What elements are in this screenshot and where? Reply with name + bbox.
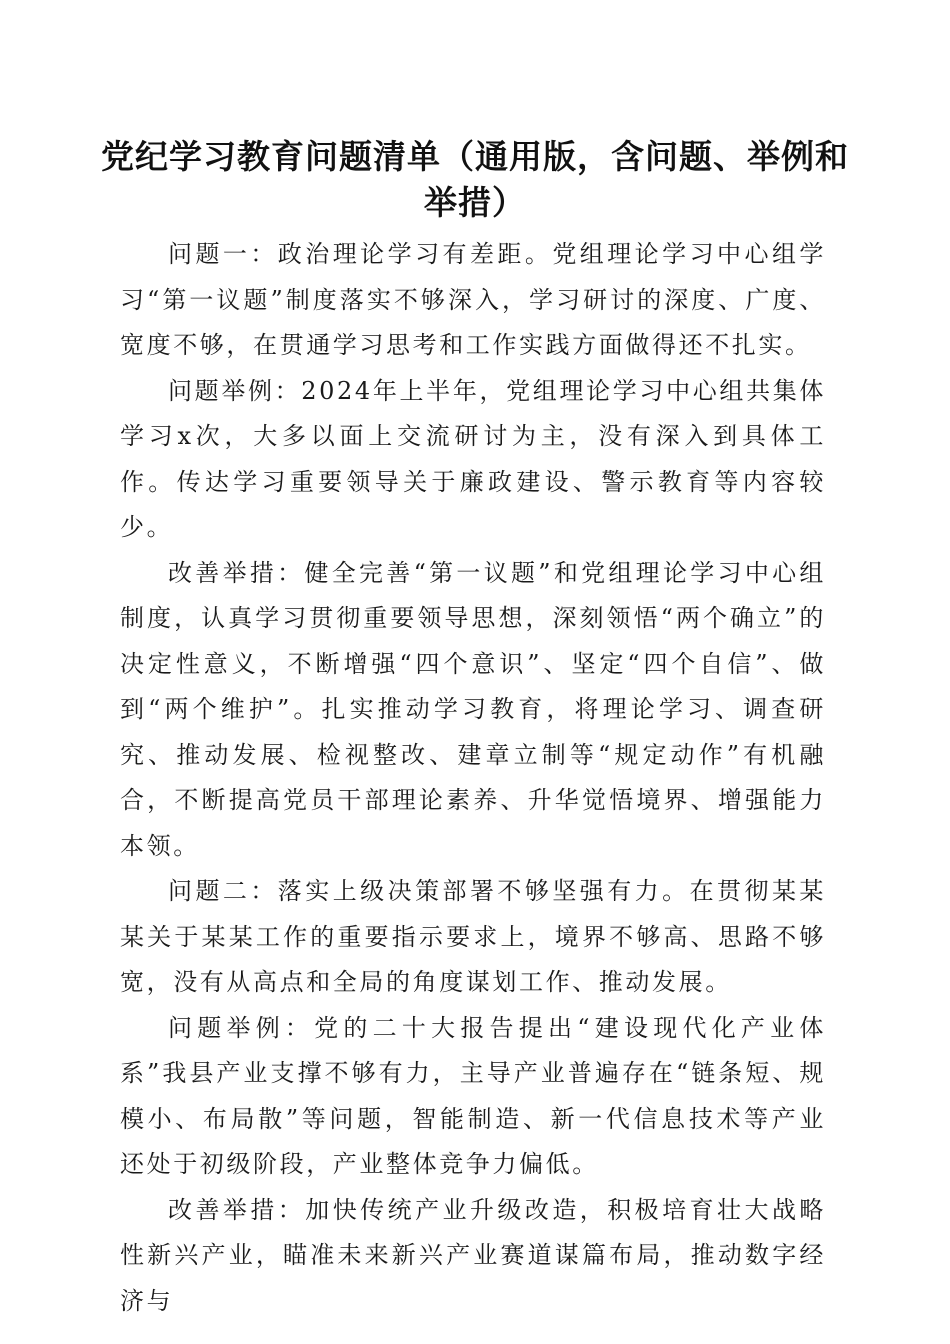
paragraph-measures-two: 改善举措：加快传统产业升级改造，积极培育壮大战略性新兴产业，瞄准未来新兴产业赛道谋篇布局，推动数字经济与 (120, 1195, 826, 1315)
document-title: 党纪学习教育问题清单（通用版，含问题、举例和举措） (101, 137, 849, 222)
paragraph-measures-one: 改善举措：健全完善“第一议题”和党组理论学习中心组制度，认真学习贯彻重要领导思想，深刻领悟“两个确立”的决定性意义，不断增强“四个意识”、坚定“四个自信”、做到“两个维护”。扎实推动学习教育，将理论学习、调查研究、推动发展、检视整改、建章立制等“规定动作”有机融合，不断提高党员干部理论素养、升华觉悟境界、增强能力本领。 (120, 558, 826, 860)
paragraph-example-one: 问题举例：2024年上半年，党组理论学习中心组共集体学习x次，大多以面上交流研讨为主，没有深入到具体工作。传达学习重要领导关于廉政建设、警示教育等内容较少。 (120, 376, 826, 541)
document-body (120, 232, 826, 1324)
paragraph-problem-two: 问题二：落实上级决策部署不够坚强有力。在贯彻某某某关于某某工作的重要指示要求上，境界不够高、思路不够宽，没有从高点和全局的角度谋划工作、推动发展。 (120, 877, 826, 996)
paragraph-example-two: 问题举例：党的二十大报告提出“建设现代化产业体系”我县产业支撑不够有力，主导产业普遍存在“链条短、规模小、布局散”等问题，智能制造、新一代信息技术等产业还处于初级阶段，产业整体竞争力偏低。 (120, 1013, 826, 1178)
paragraph-problem-one: 问题一：政治理论学习有差距。党组理论学习中心组学习“第一议题”制度落实不够深入，学习研讨的深度、广度、宽度不够，在贯通学习思考和工作实践方面做得还不扎实。 (120, 240, 826, 359)
